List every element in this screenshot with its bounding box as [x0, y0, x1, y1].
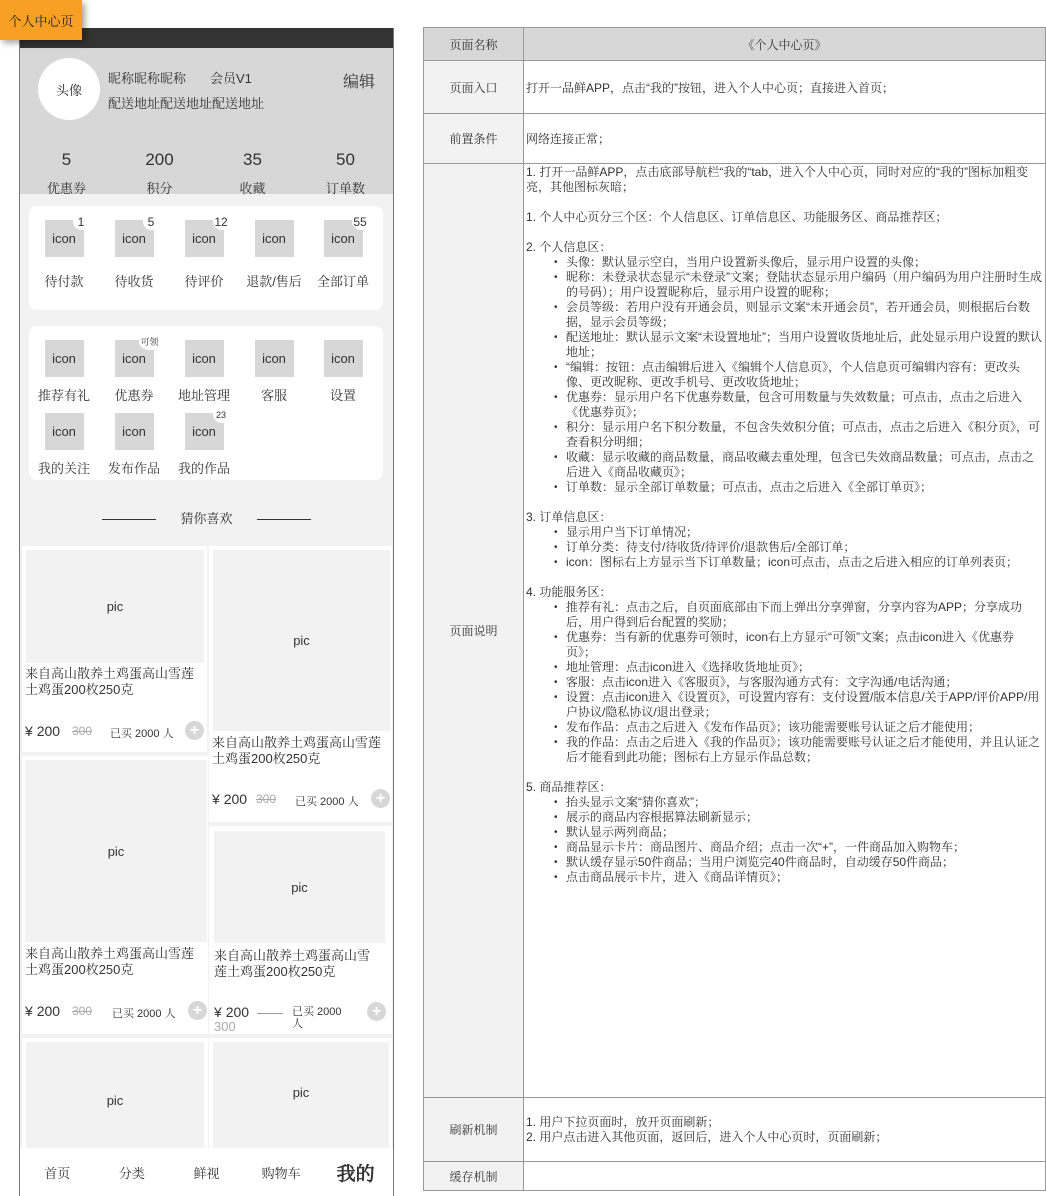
row-value: 打开一品鲜APP，点击“我的”按钮，进入个人中心页；直接进入首页； [524, 61, 1046, 114]
service-address[interactable] [169, 340, 239, 404]
order-label: 待评价 [184, 274, 224, 289]
count-badge: 55 [353, 214, 367, 229]
member-level: 会员V1 [210, 71, 252, 86]
gear-icon: icon [324, 340, 363, 377]
section-title: 4. 功能服务区： [526, 585, 612, 599]
stat-value: 35 [243, 150, 262, 169]
section-list [526, 255, 1043, 495]
add-to-cart-button[interactable]: + [367, 1002, 386, 1021]
order-pending-review[interactable] [169, 214, 239, 290]
bottom-tab-bar [20, 1148, 393, 1196]
spec-table [423, 27, 1046, 1191]
publish-icon: icon [115, 413, 154, 450]
section-title: 2. 个人信息区： [526, 240, 612, 254]
stats-row [20, 149, 393, 197]
service-publish[interactable] [99, 413, 169, 477]
list-item: • 默认显示两列商品； [554, 825, 1043, 840]
list-item: • 商品显示卡片：商品图片、商品介绍；点击一次“+”，一件商品加入购物车； [554, 840, 1043, 855]
service-label: 地址管理 [177, 388, 230, 403]
avatar[interactable]: 头像 [38, 58, 100, 120]
product-card[interactable] [209, 1038, 392, 1158]
description-content [524, 164, 1046, 1098]
product-card[interactable] [22, 1038, 208, 1158]
product-title: 来自高山散养土鸡蛋高山雪 莲土鸡蛋200枚250克 [214, 948, 371, 979]
service-label: 推荐有礼 [37, 388, 90, 403]
section-list [526, 600, 1043, 765]
count-badge: 1 [73, 213, 90, 230]
order-pending-receipt[interactable] [99, 214, 169, 290]
stat-label: 收藏 [239, 181, 266, 196]
row-entry [424, 61, 1046, 114]
count-badge: 23 [213, 406, 230, 423]
original-price: 300 [72, 1004, 93, 1018]
stat-value: 5 [61, 150, 72, 169]
product-title: 来自高山散养土鸡蛋高山雪莲土鸡蛋200枚250克 [212, 735, 382, 766]
row-precondition [424, 114, 1046, 164]
product-card[interactable] [22, 546, 207, 752]
count-badge: 5 [143, 213, 160, 230]
stat-points[interactable] [113, 149, 206, 197]
row-cache [424, 1162, 1046, 1191]
product-title: 来自高山散养土鸡蛋高山雪莲土鸡蛋200枚250克 [25, 946, 195, 977]
service-following[interactable] [29, 413, 99, 477]
divider [102, 519, 156, 520]
refresh-line: 2. 用户点击进入其他页面，返回后，进入个人中心页时，页面刷新； [526, 1129, 888, 1144]
row-key: 刷新机制 [424, 1098, 524, 1162]
product-image: pic [213, 1042, 389, 1158]
recommend-title: 猜你喜欢 [180, 511, 233, 526]
coupon-icon: icon 可领 [115, 340, 154, 377]
row-refresh [424, 1098, 1046, 1162]
support-icon: icon [255, 340, 294, 377]
order-icon: icon [255, 220, 294, 257]
stat-orders[interactable] [299, 149, 392, 197]
list-item: • “编辑：按钮：点击编辑后进入《编辑个人信息页》，个人信息页可编辑内容有：更改头像、更改昵称、更改手机号、更改收货地址； [554, 360, 1043, 390]
list-item: • 地址管理：点击icon进入《选择收货地址页》； [554, 660, 1043, 675]
row-value [524, 1162, 1046, 1191]
desc-intro: 1. 打开一品鲜APP，点击底部导航栏“我的“tab，进入个人中心页，同时对应的“我的”图标加粗变亮，其他图标灰暗； [526, 165, 1029, 194]
list-item: • 积分：显示用户名下积分数量，不包含失效积分值；可点击，点击之后进入《积分页》，可查看积分明细； [554, 420, 1043, 450]
heart-icon: icon [45, 413, 84, 450]
list-item: • icon：图标右上方显示当下订单数量；icon可点击，点击之后进入相应的订单列表页； [554, 555, 1043, 570]
service-label: 设置 [329, 388, 356, 403]
product-image: pic [26, 550, 204, 663]
order-icon: icon 5 [115, 220, 154, 257]
order-icon: icon 12 [185, 220, 224, 257]
list-item: • 我的作品：点击之后进入《我的作品页》；该功能需要账号认证之后才能使用，并且认证之后才能看到此功能；图标右上方显示作品总数； [554, 735, 1043, 765]
service-support[interactable] [239, 340, 309, 404]
product-card[interactable] [209, 826, 392, 1034]
list-item: • 抬头显示文案“猜你喜欢”； [554, 795, 1043, 810]
service-label: 我的关注 [37, 461, 90, 476]
row-key: 页面入口 [424, 61, 524, 114]
service-label: 我的作品 [177, 461, 230, 476]
edit-button[interactable]: 编辑 [342, 74, 375, 91]
row-key: 页面名称 [424, 28, 524, 61]
divider [257, 519, 311, 520]
stat-coupons[interactable] [20, 149, 113, 197]
service-settings[interactable] [308, 340, 378, 404]
list-item: • 优惠券：显示用户名下优惠券数量，包含可用数量与失效数量；可点击，点击之后进入《优惠券页》； [554, 390, 1043, 420]
row-key: 前置条件 [424, 114, 524, 164]
stat-value: 200 [145, 150, 174, 169]
address-icon: icon [185, 340, 224, 377]
order-icon: icon 1 [45, 220, 84, 257]
profile-section [20, 48, 393, 194]
list-item: • 昵称：未登录状态显示“未登录”文案；登陆状态显示用户编码（用户编码为用户注册时生成的号码）；用户设置昵称后，显示用户设置的昵称； [554, 270, 1043, 300]
section-list [526, 795, 1043, 885]
row-key: 页面说明 [424, 164, 524, 1098]
gift-icon: icon [45, 340, 84, 377]
product-price: ¥ 200 [214, 1004, 283, 1020]
sold-count: 已买 2000 人 [110, 728, 174, 740]
page-tag: 个人中心页 [0, 0, 82, 40]
order-all[interactable] [308, 214, 378, 290]
stat-label: 优惠券 [46, 181, 86, 196]
sold-count: 已买 2000 人 [292, 1006, 342, 1030]
product-card[interactable] [209, 546, 392, 822]
list-item: • 配送地址：默认显示文案“未设置地址”；当用户设置收货地址后，此处显示用户设置的默认地址； [554, 330, 1043, 360]
row-value [524, 1098, 1046, 1162]
list-item: • 订单数：显示全部订单数量；可点击，点击之后进入《全部订单页》； [554, 480, 1043, 495]
service-label: 优惠券 [114, 388, 154, 403]
product-price: ¥ 200 [25, 1003, 61, 1019]
row-key: 缓存机制 [424, 1162, 524, 1191]
order-label: 全部订单 [316, 274, 369, 289]
order-label: 待收货 [114, 274, 154, 289]
works-icon: icon 23 [185, 413, 224, 450]
list-item: • 推荐有礼：点击之后，自页面底部由下而上弹出分享弹窗，分享内容为APP；分享成功后，用户得到后台配置的奖励； [554, 600, 1043, 630]
list-item: • 订单分类：待支付/待收货/待评价/退款售后/全部订单； [554, 540, 1043, 555]
original-price: 300 [256, 792, 277, 806]
add-to-cart-button[interactable]: + [188, 1001, 207, 1020]
tab-fresh-video[interactable]: 鲜视 [193, 1165, 220, 1181]
original-price: 300 [214, 1019, 236, 1034]
list-item: • 发布作品：点击之后进入《发布作品页》；该功能需要账号认证之后才能使用； [554, 720, 1043, 735]
orders-card [29, 206, 383, 310]
section-title: 3. 订单信息区： [526, 510, 612, 524]
list-item: • 会员等级：若用户没有开通会员，则显示文案“未开通会员”，若开通会员，则根据后台数据，显示会员等级； [554, 300, 1043, 330]
recommend-header [20, 508, 393, 527]
original-price: 300 [72, 724, 93, 738]
order-refund[interactable] [239, 220, 309, 290]
list-item: • 点击商品展示卡片，进入《商品详情页》； [554, 870, 1043, 885]
row-description [424, 164, 1046, 1098]
product-image: pic [213, 550, 390, 731]
list-item: • 显示用户当下订单情况； [554, 525, 1043, 540]
sold-count: 已买 2000 人 [295, 796, 359, 808]
service-coupons[interactable] [99, 337, 169, 404]
list-item: • 客服：点击icon进入《客服页》，与客服沟通方式有：文字沟通/电话沟通； [554, 675, 1043, 690]
service-label: 客服 [260, 388, 287, 403]
row-value: 《个人中心页》 [524, 28, 1046, 61]
add-to-cart-button[interactable]: + [371, 789, 390, 808]
service-referral[interactable] [29, 340, 99, 404]
order-icon: icon 55 [324, 220, 363, 257]
product-image: pic [26, 1042, 204, 1158]
services-card [29, 326, 383, 480]
refresh-line: 1. 用户下拉页面时，放开页面刷新； [526, 1114, 720, 1129]
product-image: pic [214, 831, 385, 943]
stat-favorites[interactable] [206, 149, 299, 197]
tab-mine[interactable]: 我的 [336, 1163, 375, 1185]
order-label: 退款/售后 [246, 274, 302, 289]
list-item: • 收藏：显示收藏的商品数量，商品收藏去重处理，包含已失效商品数量；可点击，点击之后进入《商品收藏页》； [554, 450, 1043, 480]
product-card[interactable] [22, 756, 208, 1034]
row-value: 网络连接正常； [524, 114, 1046, 164]
service-my-works[interactable] [169, 409, 239, 477]
section-list [526, 525, 1043, 570]
section-title: 5. 商品推荐区： [526, 780, 612, 794]
phone-mockup [19, 28, 394, 1196]
list-item: • 设置：点击icon进入《设置页》，可设置内容有：支付设置/版本信息/关于APP/评价APP/用户协议/隐私协议/退出登录； [554, 690, 1043, 720]
tab-home[interactable]: 首页 [44, 1165, 71, 1181]
claimable-badge: 可领 [139, 333, 159, 350]
desc-zones: 1. 个人中心页分三个区：个人信息区、订单信息区、功能服务区、商品推荐区； [526, 210, 948, 224]
order-label: 待付款 [44, 274, 84, 289]
sold-count: 已买 2000 人 [112, 1008, 176, 1020]
product-price: ¥ 200 [25, 723, 61, 739]
stat-label: 积分 [146, 181, 173, 196]
stat-value: 50 [336, 150, 355, 169]
order-pending-payment[interactable] [29, 214, 99, 290]
delivery-address: 配送地址配送地址配送地址 [108, 96, 265, 111]
list-item: • 优惠券：当有新的优惠券可领时，icon右上方显示“可领”文案；点击icon进入《优惠券页》； [554, 630, 1043, 660]
add-to-cart-button[interactable]: + [185, 721, 204, 740]
tab-category[interactable]: 分类 [118, 1165, 145, 1181]
product-title: 来自高山散养土鸡蛋高山雪莲土鸡蛋200枚250克 [25, 666, 195, 697]
list-item: • 默认缓存显示50件商品；当用户浏览完40件商品时，自动缓存50件商品； [554, 855, 1043, 870]
nickname: 昵称昵称昵称 [108, 71, 187, 86]
count-badge: 12 [214, 214, 228, 229]
list-item: • 展示的商品内容根据算法刷新显示； [554, 810, 1043, 825]
list-item: • 头像：默认显示空白，当用户设置新头像后，显示用户设置的头像； [554, 255, 1043, 270]
product-image: pic [25, 760, 207, 942]
tab-cart[interactable]: 购物车 [261, 1165, 301, 1181]
service-label: 发布作品 [107, 461, 160, 476]
stat-label: 订单数 [325, 181, 365, 196]
product-price: ¥ 200 [212, 791, 248, 807]
row-page-name [424, 28, 1046, 61]
